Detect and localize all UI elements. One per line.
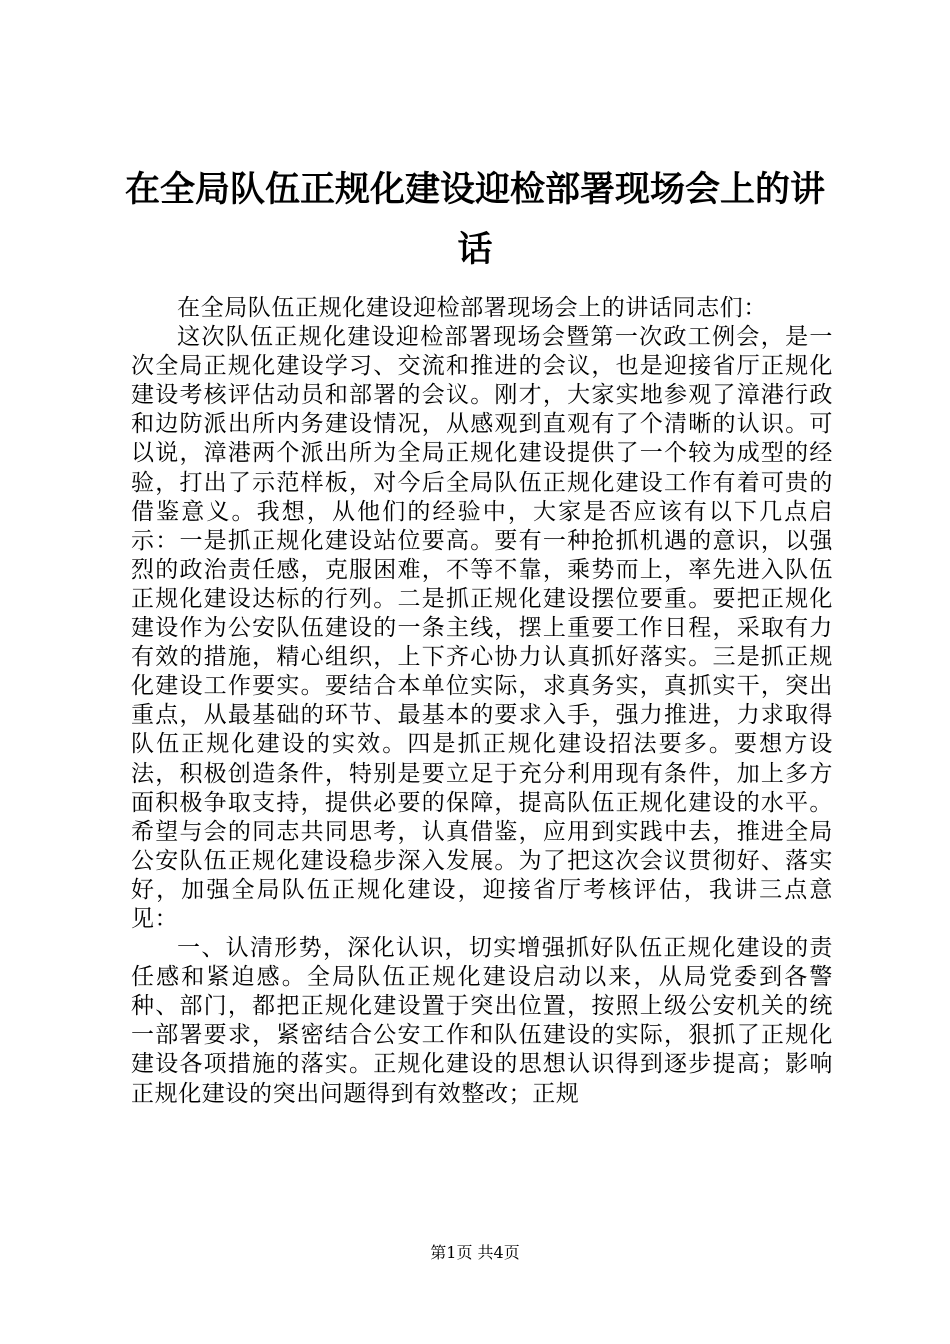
body-paragraph: 一、认清形势，深化认识，切实增强抓好队伍正规化建设的责任感和紧迫感。全局队伍正规化建设启动以来，从局党委到各警种、部门，都把正规化建设置于突出位置，按照上级公安机关的统一部署要求，紧密结合公安工作和队伍建设的实际，狠抓了正规化建设各项措施的落实。正规化建设的思想认识得到逐步提高；影响正规化建设的突出问题得到有效整改；正规 <box>131 935 833 1107</box>
page-number-footer: 第1页 共4页 <box>430 1243 520 1262</box>
document-body <box>131 294 833 1109</box>
body-paragraph: 在全局队伍正规化建设迎检部署现场会上的讲话同志们： <box>177 295 767 321</box>
body-paragraph: 这次队伍正规化建设迎检部署现场会暨第一次政工例会，是一次全局正规化建设学习、交流和推进的会议，也是迎接省厅正规化建设考核评估动员和部署的会议。刚才，大家实地参观了漳港行政和边防派出所内务建设情况，从感观到直观有了个清晰的认识。可以说，漳港两个派出所为全局正规化建设提供了一个较为成型的经验，打出了示范样板，对今后全局队伍正规化建设工作有着可贵的借鉴意义。我想，从他们的经验中，大家是否应该有以下几点启示：一是抓正规化建设站位要高。要有一种抢抓机遇的意识，以强烈的政治责任感，克服困难，不等不靠，乘势而上，率先进入队伍正规化建设达标的行列。二是抓正规化建设摆位要重。要把正规化建设作为公安队伍建设的一条主线，摆上重要工作日程，采取有力有效的措施，精心组织，上下齐心协力认真抓好落实。三是抓正规化建设工作要实。要结合本单位实际，求真务实，真抓实干，突出重点，从最基础的环节、最基本的要求入手，强力推进，力求取得队伍正规化建设的实效。四是抓正规化建设招法要多。要想方设法，积极创造条件，特别是要立足于充分利用现有条件，加上多方面积极争取支持，提供必要的保障，提高队伍正规化建设的水平。希望与会的同志共同思考，认真借鉴，应用到实践中去，推进全局公安队伍正规化建设稳步深入发展。为了把这次会议贯彻好、落实好，加强全局队伍正规化建设，迎接省厅考核评估，我讲三点意见： <box>131 324 833 932</box>
document-title: 在全局队伍正规化建设迎检部署现场会上的讲话 <box>124 169 825 270</box>
